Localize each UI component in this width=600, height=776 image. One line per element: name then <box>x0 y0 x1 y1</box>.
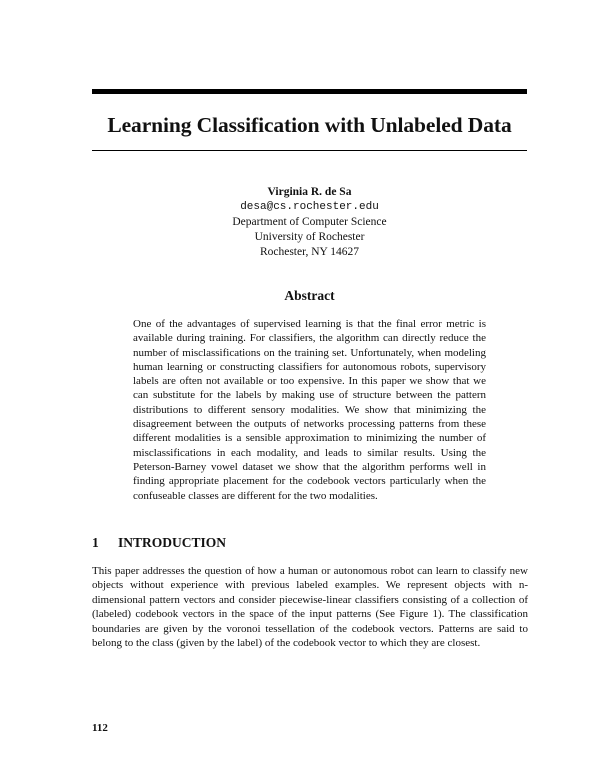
section-heading <box>92 535 226 551</box>
author-email: desa@cs.rochester.edu <box>240 201 379 213</box>
abstract-heading: Abstract <box>284 288 335 303</box>
section-title: INTRODUCTION <box>118 535 227 550</box>
author-department: Department of Computer Science <box>232 216 387 228</box>
author-block <box>92 185 527 260</box>
top-thick-rule <box>92 89 527 94</box>
page-number: 112 <box>92 722 108 734</box>
introduction-text: This paper addresses the question of how a human or autonomous robot can learn to classify new objects without experience with previous labeled examples. We represent objects with n-dimensional pattern vectors and consider piecewise-linear classifiers consisting of a collection of (labeled) codebook vectors in the space of the input patterns (See Figure 1). The classification boundaries are given by the voronoi tessellation of the codebook vectors. Patterns are said to belong to the class (given by the label) of the codebook vector to which they are closest. <box>92 565 528 650</box>
author-location: Rochester, NY 14627 <box>259 246 360 258</box>
title-underline-rule <box>92 150 527 151</box>
author-institution: University of Rochester <box>254 231 365 243</box>
abstract-text: One of the advantages of supervised learning is that the final error metric is available during training. For classifiers, the algorithm can directly reduce the number of misclassifications on the training set. Unfortunately, when modeling human learning or constructing classifiers for autonomous robots, supervisory labels are often not available or too expensive. In this paper we show that we can substitute for the labels by making use of structure between the pattern distributions to different sensory modalities. We show that minimizing the disagreement between the outputs of networks processing patterns from these different modalities is a sensible approximation to minimizing the number of misclassifications in each modality, and leads to similar results. Using the Peterson-Barney vowel dataset we show that the algorithm performs well in finding appropriate placement for the codebook vectors particularly when the confuseable classes are different for the two modalities. <box>133 318 486 502</box>
paper-title: Learning Classification with Unlabeled Data <box>107 113 512 137</box>
section-number: 1 <box>92 535 99 550</box>
author-name: Virginia R. de Sa <box>267 186 352 198</box>
